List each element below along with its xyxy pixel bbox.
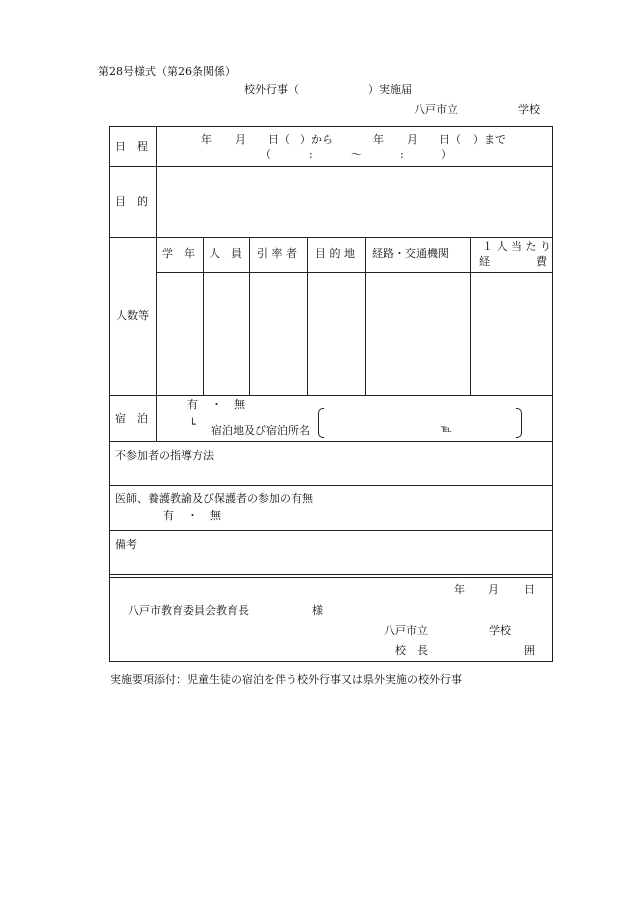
schedule-year-end: 年 bbox=[373, 133, 384, 146]
signature-year: 年 bbox=[454, 583, 465, 596]
header-school-label: 学校 bbox=[518, 103, 540, 116]
schedule-day-end: 日（ bbox=[439, 133, 461, 146]
schedule-month-start: 月 bbox=[235, 133, 246, 146]
form-title-prefix: 校外行事（ bbox=[244, 83, 299, 96]
signature-month: 月 bbox=[488, 583, 499, 596]
lodging-bracket-right bbox=[516, 408, 522, 438]
schedule-month-end: 月 bbox=[407, 133, 418, 146]
lodging-no: 無 bbox=[234, 398, 245, 411]
non-participant-label: 不参加者の指導方法 bbox=[115, 449, 214, 462]
medical-yes: 有 bbox=[163, 509, 174, 522]
header-city-label: 八戸市立 bbox=[414, 103, 458, 116]
form-number: 第28号様式（第26条関係） bbox=[98, 65, 236, 78]
schedule-year-start: 年 bbox=[201, 133, 212, 146]
column-cost-top: １ 人 当 た り bbox=[482, 240, 551, 253]
schedule-from: ）から bbox=[300, 133, 333, 146]
lodging-tel-icon: ℡ bbox=[441, 424, 452, 435]
medical-label: 医師、養護教諭及び保護者の参加の有無 bbox=[115, 492, 313, 505]
signature-seal: 囲 bbox=[524, 644, 535, 657]
time-tilde: ～ bbox=[351, 148, 362, 161]
column-destination: 目 的 地 bbox=[315, 247, 355, 260]
column-chaperones: 引 率 者 bbox=[257, 247, 297, 260]
remarks-label: 備考 bbox=[115, 538, 137, 551]
signature-addressee: 八戸市教育委員会教育長 bbox=[128, 604, 249, 617]
medical-separator: ・ bbox=[187, 509, 198, 522]
lodging-bracket-left bbox=[318, 408, 324, 438]
participants-label: 人数等 bbox=[116, 309, 149, 322]
time-open: （ bbox=[260, 148, 271, 161]
signature-honorific: 様 bbox=[312, 604, 323, 617]
time-colon-end: : bbox=[400, 148, 404, 161]
time-colon-start: : bbox=[309, 148, 313, 161]
lodging-separator: ・ bbox=[211, 398, 222, 411]
column-grade: 学 年 bbox=[162, 247, 195, 260]
schedule-day-start: 日（ bbox=[268, 133, 290, 146]
lodging-label: 宿 泊 bbox=[115, 412, 148, 425]
medical-no: 無 bbox=[210, 509, 221, 522]
column-route-transport: 経路・交通機関 bbox=[372, 247, 449, 260]
signature-city-label: 八戸市立 bbox=[384, 624, 428, 637]
signature-principal: 校 長 bbox=[395, 644, 428, 657]
purpose-label: 目 的 bbox=[115, 195, 148, 208]
form-table bbox=[109, 126, 553, 662]
schedule-label: 日 程 bbox=[115, 140, 148, 153]
lodging-corner: └ bbox=[189, 418, 196, 431]
signature-school-label: 学校 bbox=[489, 624, 511, 637]
column-cost-bottom-left: 経 bbox=[479, 255, 490, 268]
time-close: ） bbox=[441, 148, 452, 161]
schedule-until: ）まで bbox=[473, 133, 506, 146]
lodging-place-label: 宿泊地及び宿泊所名 bbox=[211, 424, 310, 437]
column-headcount: 人 員 bbox=[209, 247, 242, 260]
footer-note: 実施要項添付：児童生徒の宿泊を伴う校外行事又は県外実施の校外行事 bbox=[110, 673, 462, 686]
signature-day: 日 bbox=[524, 583, 535, 596]
lodging-yes: 有 bbox=[187, 398, 198, 411]
form-title-suffix: ）実施届 bbox=[368, 83, 412, 96]
column-cost-bottom-right: 費 bbox=[536, 255, 547, 268]
